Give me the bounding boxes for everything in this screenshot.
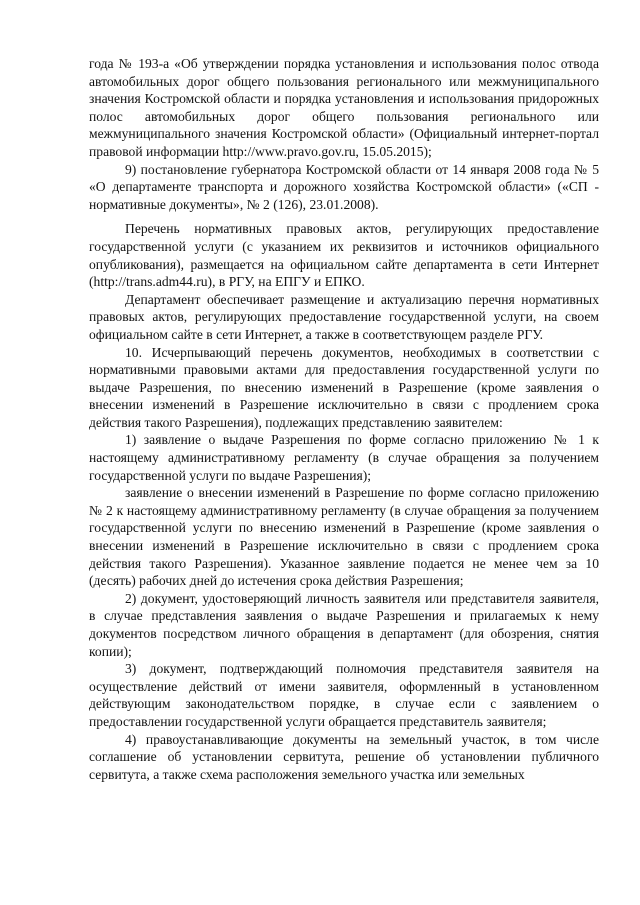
paragraph-legal-acts-list: Перечень нормативных правовых актов, регулирующих предоставление государственной услуги (с указанием их реквизитов и источников официального опубликования), размещается на официальном сайте департамента в сети Интернет (http://trans.adm44.ru), в РГУ, на ЕПГУ и ЕПКО.	[89, 221, 599, 290]
paragraph-department-publication: Департамент обеспечивает размещение и актуализацию перечня нормативных правовых актов, регулирующих предоставление государственной услуги, на своем официальном сайте в сети Интернет, а также в соответствующем разделе РГУ.	[89, 291, 599, 342]
document-page	[89, 55, 599, 783]
paragraph-subitem-4: 4) правоустанавливающие документы на земельный участок, в том числе соглашение об установлении сервитута, решение об установлении публичного сервитута, а также схема расположения земельного участка или земельных	[89, 731, 599, 782]
paragraph-application-changes: заявление о внесении изменений в Разрешение по форме согласно приложению № 2 к настоящему административному регламенту (в случае обращения за получением государственной услуги по внесению изменений в Разрешение (кроме заявления о внесении изменений в Разрешение исключительно в связи с продлением срока действия такого Разрешения). Указанное заявление подается не менее чем за 10 (десять) рабочих дней до истечения срока действия Разрешения;	[89, 485, 599, 589]
paragraph-item-10: 10. Исчерпывающий перечень документов, необходимых в соответствии с нормативными правовыми актами для предоставления государственной услуги по выдаче Разрешения, по внесению изменений в Разрешение (кроме заявления о внесении изменений в Разрешение исключительно в связи с продлением срока действия такого Разрешения), подлежащих представлению заявителем:	[89, 344, 599, 430]
paragraph-subitem-3: 3) документ, подтверждающий полномочия представителя заявителя на осуществление действий от имени заявителя, оформленный в установленном действующим законодательством порядке, в случае если с заявлением о предоставлении государственной услуги обращается представитель заявителя;	[89, 661, 599, 729]
paragraph-subitem-2: 2) документ, удостоверяющий личность заявителя или представителя заявителя, в случае представления заявления о выдаче Разрешения и прилагаемых к нему документов посредством личного обращения в департамент (для обозрения, снятия копии);	[89, 590, 599, 659]
paragraph-subitem-1: 1) заявление о выдаче Разрешения по форме согласно приложению № 1 к настоящему административному регламенту (в случае обращения за получением государственной услуги по выдаче Разрешения);	[89, 432, 599, 483]
paragraph-resolution-193a: года № 193-а «Об утверждении порядка установления и использования полос отвода автомобильных дорог общего пользования регионального или межмуниципального значения Костромской области и порядка установления и использования придорожных полос автомобильных дорог общего пользования регионального или межмуниципального значения Костромской области» (Официальный интернет-портал правовой информации http://www.pravo.gov.ru, 15.05.2015);	[89, 56, 599, 159]
paragraph-item-9: 9) постановление губернатора Костромской области от 14 января 2008 года № 5 «О департаменте транспорта и дорожного хозяйства Костромской области» («СП - нормативные документы», № 2 (126), 23.01.2008).	[89, 161, 599, 212]
